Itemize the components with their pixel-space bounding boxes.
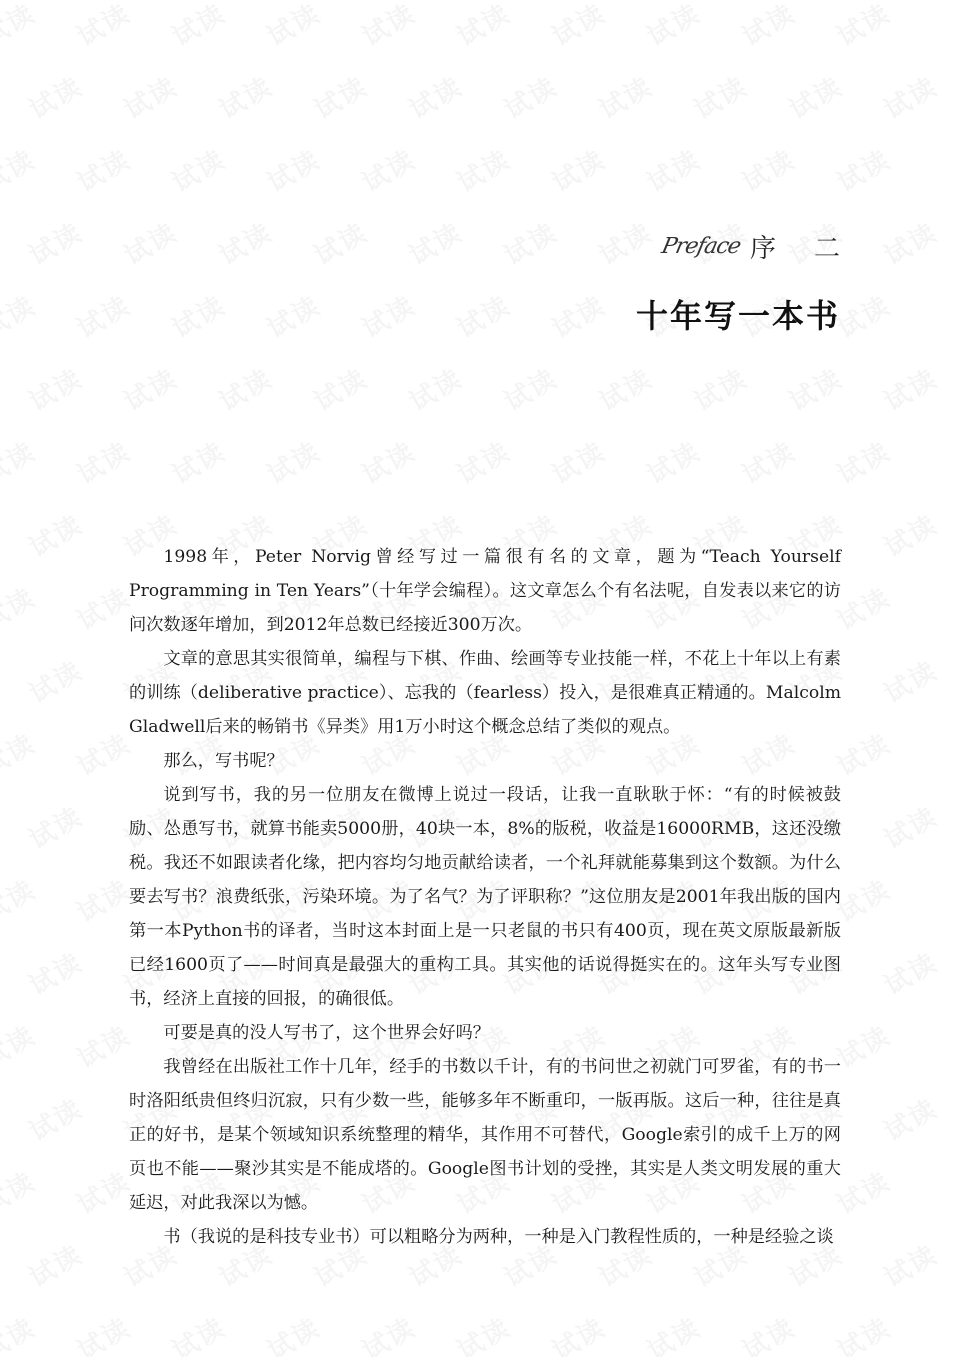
- watermark-text: [450, 431, 517, 491]
- watermark-text: [830, 0, 897, 54]
- watermark-text: [165, 139, 232, 199]
- watermark-text: [782, 358, 849, 418]
- watermark-text: [545, 431, 612, 491]
- watermark-text: [22, 212, 89, 272]
- section-label: 序二: [749, 234, 878, 264]
- watermark-text: [117, 212, 184, 272]
- watermark-text: [402, 358, 469, 418]
- watermark-text: [260, 139, 327, 199]
- watermark-text: [355, 285, 422, 345]
- watermark-text: [307, 212, 374, 272]
- watermark-text: [0, 1161, 42, 1221]
- watermark-text: [497, 358, 564, 418]
- watermark-text: [355, 139, 422, 199]
- watermark-text: [212, 212, 279, 272]
- watermark-text: [212, 358, 279, 418]
- watermark-text: [545, 139, 612, 199]
- watermark-text: [355, 431, 422, 491]
- watermark-text: [830, 1307, 897, 1357]
- paragraph: 书（我说的是科技专业书）可以粗略分为两种，一种是入门教程性质的，一种是经验之谈: [163, 1227, 834, 1247]
- watermark-text: [307, 358, 374, 418]
- watermark-text: [735, 431, 802, 491]
- watermark-text: [640, 431, 707, 491]
- watermark-text: [22, 1234, 89, 1294]
- watermark-text: [497, 212, 564, 272]
- watermark-text: [260, 1307, 327, 1357]
- preface-heading-row: [636, 228, 878, 265]
- preface-script-logo: Preface: [659, 234, 743, 259]
- watermark-text: [70, 1015, 137, 1075]
- watermark-text: [735, 1307, 802, 1357]
- paragraph: 可要是真的没人写书了，这个世界会好吗？: [163, 1023, 490, 1043]
- watermark-text: [70, 0, 137, 54]
- watermark-text: [877, 1088, 944, 1148]
- watermark-text: [22, 650, 89, 710]
- watermark-text: [640, 0, 707, 54]
- watermark-text: [355, 1307, 422, 1357]
- watermark-text: [735, 0, 802, 54]
- watermark-text: [687, 66, 754, 126]
- watermark-text: [830, 139, 897, 199]
- body-text: [129, 540, 841, 1254]
- watermark-text: [70, 1161, 137, 1221]
- watermark-text: [0, 139, 42, 199]
- watermark-text: [70, 723, 137, 783]
- watermark-text: [165, 1307, 232, 1357]
- watermark-text: [70, 577, 137, 637]
- watermark-text: [165, 431, 232, 491]
- watermark-text: [0, 431, 42, 491]
- watermark-text: [687, 358, 754, 418]
- watermark-text: [545, 1307, 612, 1357]
- watermark-text: [402, 66, 469, 126]
- watermark-text: [260, 285, 327, 345]
- watermark-text: [450, 285, 517, 345]
- watermark-text: [212, 66, 279, 126]
- watermark-text: [450, 0, 517, 54]
- watermark-text: [260, 0, 327, 54]
- watermark-text: [22, 796, 89, 856]
- watermark-text: [0, 869, 42, 929]
- watermark-text: [0, 0, 42, 54]
- paragraph: 说到写书，我的另一位朋友在微博上说过一段话，让我一直耿耿于怀：“有的时候被鼓励、怂恿写书，就算书能卖5000册，40块一本，8%的版税，收益是16000RMB，这还没缴税。我还不如跟读者化缘，把内容均匀地贡献给读者，一个礼拜就能募集到这个数额。为什么要去写书？浪费纸张，污染环境。为了名气？为了评职称？”这位朋友是2001年我出版的国内第一本Python书的译者，当时这本封面上是一只老鼠的书只有400页，现在英文原版最新版已经1600页了——时间真是最强大的重构工具。其实他的话说得挺实在的。这年头写专业图书，经济上直接的回报，的确很低。: [129, 785, 841, 1009]
- watermark-text: [22, 942, 89, 1002]
- watermark-text: [0, 1015, 42, 1075]
- watermark-text: [545, 0, 612, 54]
- watermark-text: [70, 1307, 137, 1357]
- watermark-text: [877, 504, 944, 564]
- watermark-text: [0, 723, 42, 783]
- watermark-text: [497, 66, 564, 126]
- paragraph: 文章的意思其实很简单，编程与下棋、作曲、绘画等专业技能一样，不花上十年以上有素的训练（deliberative practice）、忘我的（fearless）投入，是很难真正精通的。Malcolm Gladwell后来的畅销书《异类》用1万小时这个概念总结了类似的观点。: [129, 649, 841, 737]
- watermark-text: [402, 212, 469, 272]
- watermark-text: [117, 358, 184, 418]
- watermark-text: [260, 431, 327, 491]
- watermark-text: [592, 66, 659, 126]
- watermark-text: [782, 66, 849, 126]
- watermark-text: [0, 285, 42, 345]
- watermark-text: [70, 285, 137, 345]
- watermark-text: [0, 577, 42, 637]
- watermark-text: [355, 0, 422, 54]
- watermark-text: [877, 796, 944, 856]
- watermark-text: [70, 139, 137, 199]
- watermark-text: [830, 431, 897, 491]
- watermark-text: [22, 1088, 89, 1148]
- watermark-text: [877, 212, 944, 272]
- chapter-header: [635, 228, 878, 337]
- watermark-text: [307, 66, 374, 126]
- watermark-text: [450, 139, 517, 199]
- watermark-text: [22, 66, 89, 126]
- watermark-text: [0, 1307, 42, 1357]
- paragraph: 我曾经在出版社工作十几年，经手的书数以千计，有的书问世之初就门可罗雀，有的书一时洛阳纸贵但终归沉寂，只有少数一些，能够多年不断重印，一版再版。这后一种，往往是真正的好书，是某个领域知识系统整理的精华，其作用不可替代，Google索引的成千上万的网页也不能——聚沙其实是不能成塔的。Google图书计划的受挫，其实是人类文明发展的重大延迟，对此我深以为憾。: [129, 1057, 841, 1213]
- watermark-text: [735, 139, 802, 199]
- watermark-text: [877, 1234, 944, 1294]
- paragraph: 1998年，Peter Norvig曾经写过一篇很有名的文章，题为“Teach Yourself Programming in Ten Years”（十年学会编程）。这文章怎么个有名法呢，自发表以来它的访问次数逐年增加，到2012年总数已经接近300万次。: [129, 547, 841, 635]
- watermark-text: [70, 869, 137, 929]
- watermark-text: [165, 285, 232, 345]
- watermark-text: [877, 650, 944, 710]
- watermark-text: [877, 942, 944, 1002]
- watermark-text: [22, 504, 89, 564]
- watermark-text: [450, 1307, 517, 1357]
- watermark-text: [117, 66, 184, 126]
- watermark-text: [877, 66, 944, 126]
- paragraph: 那么，写书呢？: [163, 751, 284, 771]
- watermark-text: [640, 1307, 707, 1357]
- watermark-text: [545, 285, 612, 345]
- watermark-text: [22, 358, 89, 418]
- watermark-text: [640, 139, 707, 199]
- watermark-text: [165, 0, 232, 54]
- page-title: 十年写一本书: [635, 297, 840, 335]
- watermark-text: [70, 431, 137, 491]
- watermark-text: [592, 358, 659, 418]
- watermark-text: [877, 358, 944, 418]
